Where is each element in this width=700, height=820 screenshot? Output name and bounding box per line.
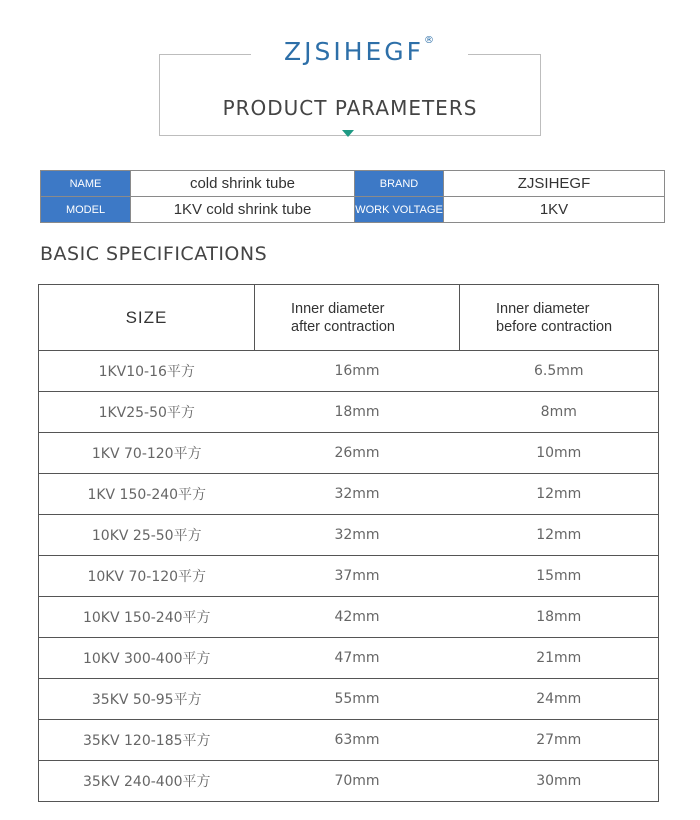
before-contraction-header: Inner diameter before contraction [460, 285, 659, 351]
size-header: SIZE [39, 285, 255, 351]
after-cell: 70mm [255, 761, 460, 802]
before-cell: 12mm [460, 515, 659, 556]
size-cell: 35KV 50-95平方 [39, 679, 255, 720]
before-cell: 30mm [460, 761, 659, 802]
before-cell: 10mm [460, 433, 659, 474]
name-value: cold shrink tube [131, 171, 355, 197]
size-cell: 35KV 120-185平方 [39, 720, 255, 761]
voltage-label: WORK VOLTAGE [355, 197, 444, 223]
table-row [39, 597, 659, 638]
after-cell: 16mm [255, 351, 460, 392]
brand-name: ZJSIHEGF [283, 37, 425, 66]
page-title: PRODUCT PARAMETERS [222, 96, 478, 120]
table-row [39, 351, 659, 392]
registered-mark: ® [424, 35, 435, 46]
model-label: MODEL [41, 197, 131, 223]
brand-value: ZJSIHEGF [444, 171, 665, 197]
before-cell: 12mm [460, 474, 659, 515]
before-cell: 18mm [460, 597, 659, 638]
header-frame-top-right [468, 54, 541, 55]
brand-label: BRAND [355, 171, 444, 197]
table-row [39, 638, 659, 679]
size-cell: 10KV 300-400平方 [39, 638, 255, 679]
model-value: 1KV cold shrink tube [131, 197, 355, 223]
params-row-1 [41, 171, 665, 197]
size-cell: 1KV 150-240平方 [39, 474, 255, 515]
brand-logo [252, 37, 466, 66]
size-cell: 35KV 240-400平方 [39, 761, 255, 802]
size-cell: 10KV 70-120平方 [39, 556, 255, 597]
spec-rows [39, 351, 659, 802]
before-cell: 15mm [460, 556, 659, 597]
before-cell: 8mm [460, 392, 659, 433]
table-row [39, 392, 659, 433]
specifications-table [38, 284, 659, 802]
after-cell: 32mm [255, 515, 460, 556]
header-frame [159, 54, 541, 136]
after-cell: 55mm [255, 679, 460, 720]
after-contraction-header: Inner diameter after contraction [255, 285, 460, 351]
after-cell: 47mm [255, 638, 460, 679]
params-row-2 [41, 197, 665, 223]
after-cell: 63mm [255, 720, 460, 761]
triangle-marker-icon [342, 130, 354, 137]
name-label: NAME [41, 171, 131, 197]
after-cell: 26mm [255, 433, 460, 474]
table-row [39, 556, 659, 597]
table-row [39, 515, 659, 556]
table-row [39, 679, 659, 720]
size-cell: 1KV25-50平方 [39, 392, 255, 433]
after-cell: 37mm [255, 556, 460, 597]
after-cell: 42mm [255, 597, 460, 638]
before-cell: 27mm [460, 720, 659, 761]
section-title: BASIC SPECIFICATIONS [40, 243, 268, 265]
size-cell: 10KV 25-50平方 [39, 515, 255, 556]
size-cell: 1KV10-16平方 [39, 351, 255, 392]
after-cell: 18mm [255, 392, 460, 433]
size-cell: 10KV 150-240平方 [39, 597, 255, 638]
table-row [39, 761, 659, 802]
table-row [39, 474, 659, 515]
product-parameters-table [40, 170, 665, 223]
voltage-value: 1KV [444, 197, 665, 223]
before-cell: 6.5mm [460, 351, 659, 392]
spec-header-row [39, 285, 659, 351]
table-row [39, 720, 659, 761]
after-cell: 32mm [255, 474, 460, 515]
before-cell: 24mm [460, 679, 659, 720]
header-frame-top-left [159, 54, 251, 55]
size-cell: 1KV 70-120平方 [39, 433, 255, 474]
before-cell: 21mm [460, 638, 659, 679]
table-row [39, 433, 659, 474]
